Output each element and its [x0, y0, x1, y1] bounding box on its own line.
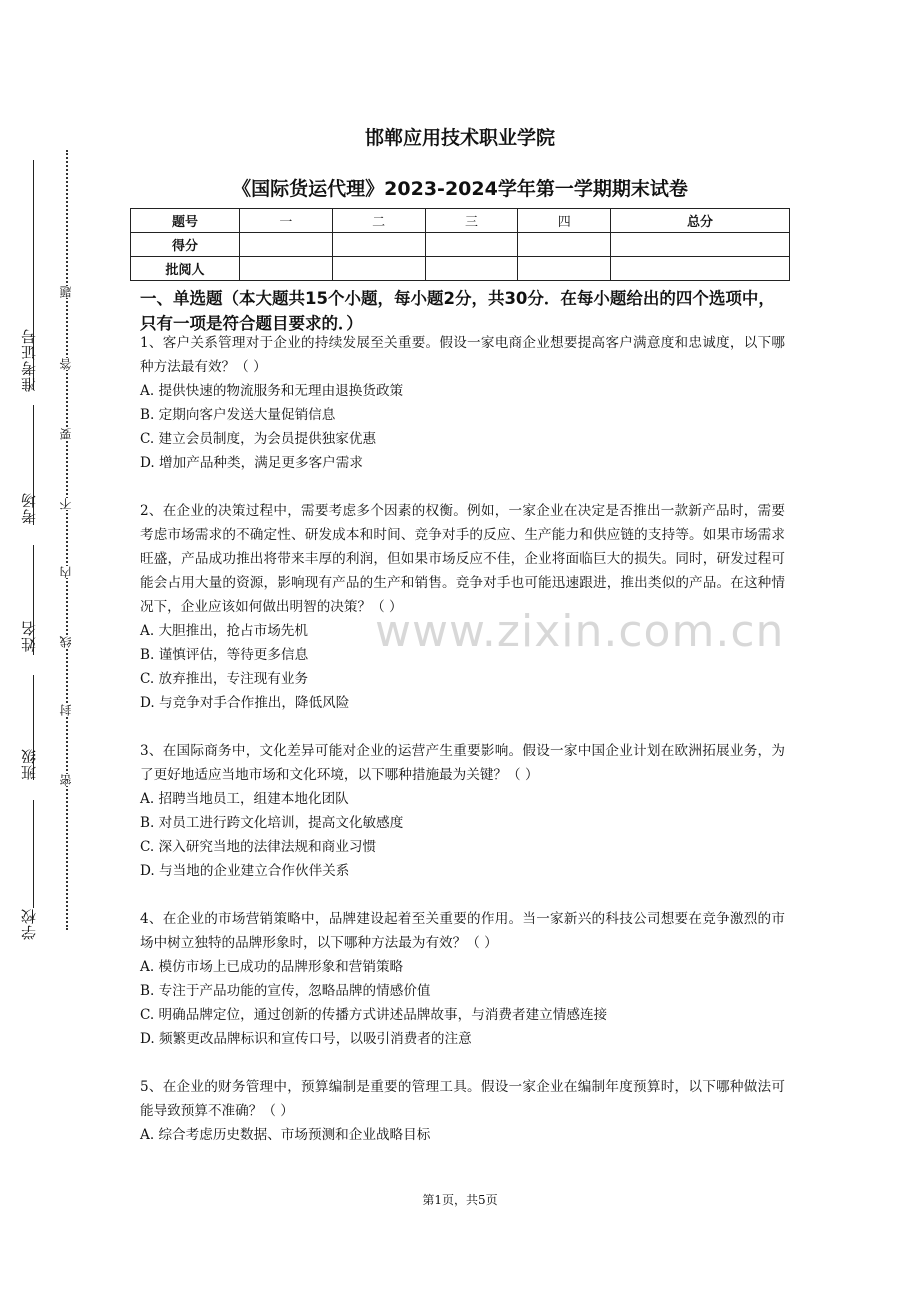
- score-header-cell: 总分: [611, 209, 790, 233]
- question-option: C. 建立会员制度，为会员提供独家优惠: [140, 431, 377, 447]
- school-name: 邯郸应用技术职业学院: [364, 127, 555, 149]
- score-header-cell: 三: [425, 209, 518, 233]
- label-exam-number: 准考证号: [20, 328, 38, 392]
- score-header-cell: 题号: [131, 209, 240, 233]
- score-cell: [332, 233, 425, 257]
- seal-char: 封: [59, 704, 73, 716]
- exam-title: 《国际货运代理》2023-2024学年第一学期期末试卷: [232, 178, 688, 200]
- question-option: C. 明确品牌定位，通过创新的传播方式讲述品牌故事，与消费者建立情感连接: [140, 1007, 608, 1023]
- question-stem: 5、在企业的财务管理中，预算编制是重要的管理工具。假设一家企业在编制年度预算时，以下哪种做法可能导致预算不准确？（ ）: [140, 1079, 785, 1119]
- question-option: B. 定期向客户发送大量促销信息: [140, 407, 336, 423]
- seal-char: 内: [59, 566, 73, 578]
- label-class: 班级: [20, 748, 38, 780]
- question-option: A. 模仿市场上已成功的品牌形象和营销策略: [140, 959, 404, 975]
- seal-char: 要: [59, 428, 73, 440]
- question-option: A. 大胆推出，抢占市场先机: [140, 623, 308, 639]
- score-row-label: 批阅人: [131, 257, 240, 281]
- question-option: D. 频繁更改品牌标识和宣传口号，以吸引消费者的注意: [140, 1031, 472, 1047]
- score-header-cell: 一: [240, 209, 333, 233]
- question-item: [140, 739, 785, 883]
- question-option: B. 专注于产品功能的宣传，忽略品牌的情感价值: [140, 983, 431, 999]
- seal-char: 线: [59, 636, 73, 648]
- question-stem: 4、在企业的市场营销策略中，品牌建设起着至关重要的作用。当一家新兴的科技公司想要在竞争激烈的市场中树立独特的品牌形象时，以下哪种方法最为有效？（ ）: [140, 911, 785, 951]
- score-cell: [240, 233, 333, 257]
- score-header-cell: 二: [332, 209, 425, 233]
- question-option: D. 与当地的企业建立合作伙伴关系: [140, 863, 350, 879]
- score-cell: [332, 257, 425, 281]
- question-option: B. 对员工进行跨文化培训，提高文化敏感度: [140, 815, 404, 831]
- question-list: [140, 331, 785, 1171]
- score-cell: [611, 233, 790, 257]
- question-item: [140, 499, 785, 715]
- binding-line: [33, 800, 34, 908]
- score-row-label: 得分: [131, 233, 240, 257]
- score-table-row: [131, 257, 790, 281]
- score-table: [130, 208, 790, 281]
- score-table-header-row: [131, 209, 790, 233]
- question-item: [140, 331, 785, 475]
- question-stem: 3、在国际商务中，文化差异可能对企业的运营产生重要影响。假设一家中国企业计划在欧洲拓展业务，为了更好地适应当地市场和文化环境，以下哪种措施最为关键？（ ）: [140, 743, 785, 783]
- score-header-cell: 四: [518, 209, 611, 233]
- seal-char: 密: [59, 774, 73, 786]
- seal-char: 题: [59, 286, 73, 298]
- section-heading: 一、单选题（本大题共15个小题，每小题2分，共30分．在每小题给出的四个选项中，只有一项是符合题目要求的．）: [140, 289, 775, 333]
- question-item: [140, 1075, 785, 1147]
- score-cell: [425, 257, 518, 281]
- score-table-row: [131, 233, 790, 257]
- page-footer: 第1页，共5页: [422, 1193, 498, 1207]
- question-option: A. 提供快速的物流服务和无理由退换货政策: [140, 383, 404, 399]
- label-school: 学校: [20, 908, 38, 940]
- seal-char: 答: [59, 358, 73, 370]
- score-cell: [518, 257, 611, 281]
- seal-char: 不: [59, 498, 73, 510]
- score-cell: [425, 233, 518, 257]
- watermark: www.zixin.com.cn: [375, 606, 785, 657]
- label-exam-room: 考场: [20, 492, 38, 524]
- question-option: D. 与竞争对手合作推出，降低风险: [140, 695, 350, 711]
- question-option: C. 放弃推出，专注现有业务: [140, 671, 309, 687]
- question-option: B. 谨慎评估，等待更多信息: [140, 647, 309, 663]
- question-option: D. 增加产品种类，满足更多客户需求: [140, 455, 363, 471]
- score-cell: [518, 233, 611, 257]
- question-stem: 2、在企业的决策过程中，需要考虑多个因素的权衡。例如，一家企业在决定是否推出一款新产品时，需要考虑市场需求的不确定性、研发成本和时间、竞争对手的反应、生产能力和供应链的支持等。如果市场需求旺盛，产品成功推出将带来丰厚的利润，但如果市场反应不佳，企业将面临巨大的损失。同时，研发过程可能会占用大量的资源，影响现有产品的生产和销售。竞争对手也可能迅速跟进，推出类似的产品。在这种情况下，企业应该如何做出明智的决策？（ ）: [140, 503, 785, 615]
- question-stem: 1、客户关系管理对于企业的持续发展至关重要。假设一家电商企业想要提高客户满意度和忠诚度，以下哪种方法最有效？（ ）: [140, 335, 785, 375]
- score-cell: [611, 257, 790, 281]
- question-option: A. 招聘当地员工，组建本地化团队: [140, 791, 349, 807]
- question-item: [140, 907, 785, 1051]
- seal-dotted-line: [66, 150, 68, 930]
- label-name: 姓名: [20, 620, 38, 652]
- question-option: A. 综合考虑历史数据、市场预测和企业战略目标: [140, 1127, 431, 1143]
- score-cell: [240, 257, 333, 281]
- question-option: C. 深入研究当地的法律法规和商业习惯: [140, 839, 377, 855]
